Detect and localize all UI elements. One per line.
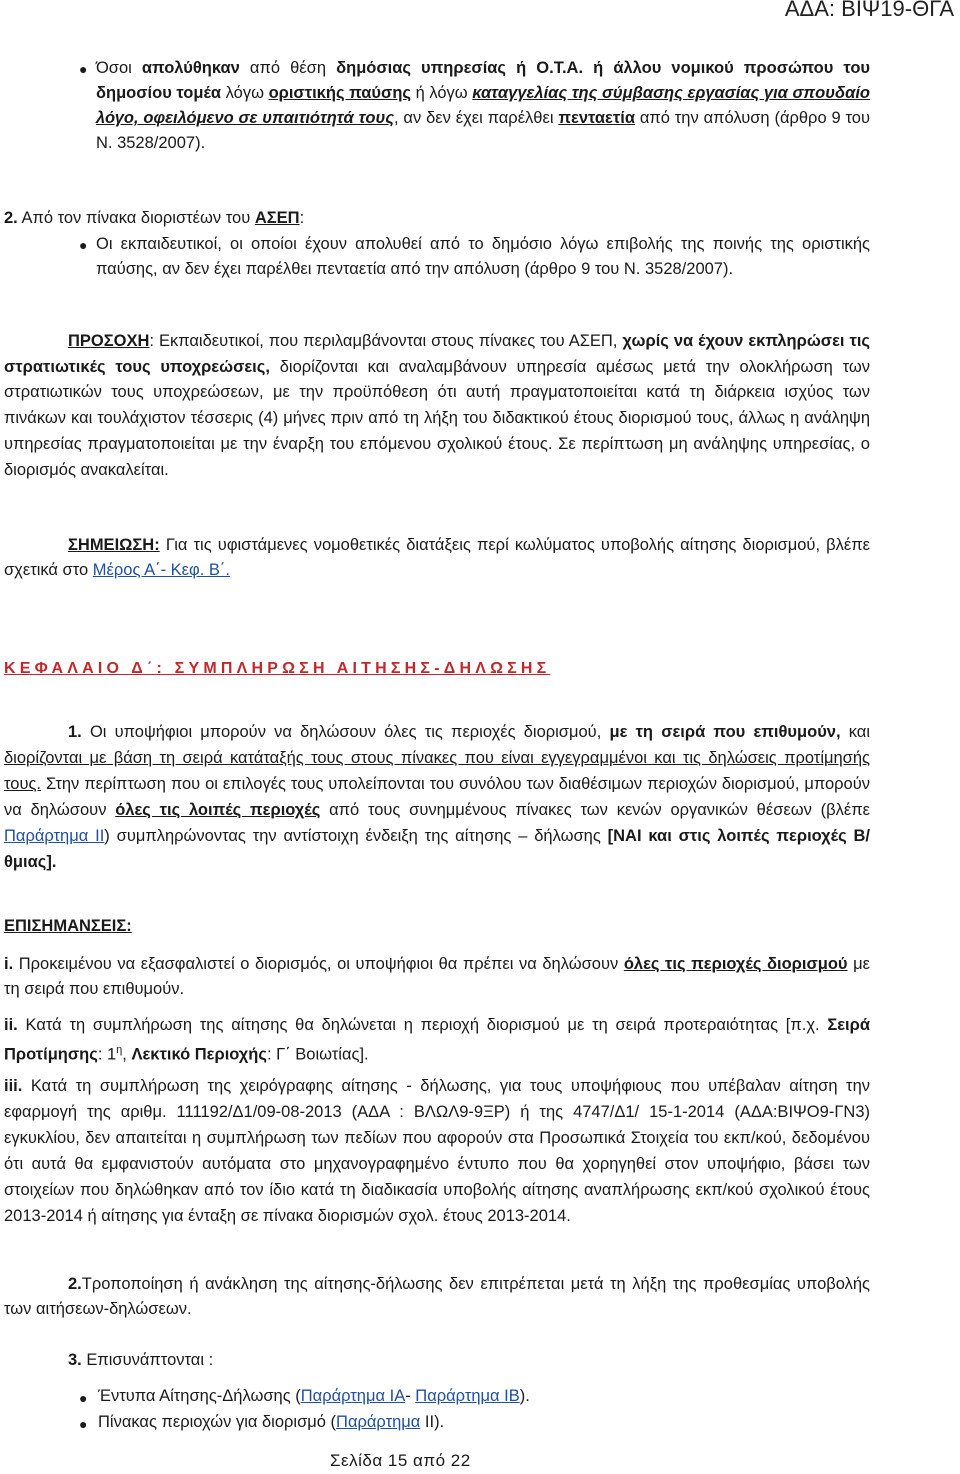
simeiosi-paragraph: ΣΗΜΕΙΩΣΗ: Για τις υφιστάμενες νομοθετικές διατάξεις περί κωλύματος υποβολής αίτησης διορισμού, βλέπε σχετικά στο Μέρος Α΄- Κεφ. Β΄.	[4, 536, 870, 579]
link-parartima-ib[interactable]: Παράρτημα ΙΒ	[415, 1387, 520, 1405]
link-meros-a[interactable]: Μέρος Α΄- Κεφ. Β΄.	[92, 561, 230, 579]
bullet-dot: ●	[79, 237, 88, 253]
paragraph-3: 3. Επισυνάπτονται :	[68, 1351, 214, 1369]
link-parartima-ia[interactable]: Παράρτημα ΙΑ	[300, 1387, 406, 1405]
bullet-dismissed-paragraph: Όσοι απολύθηκαν από θέση δημόσιας υπηρεσίας ή Ο.Τ.Α. ή άλλου νομικού προσώπου του δημοσίου τομέα λόγω οριστικής παύσης ή λόγω καταγγελίας της σύμβασης εργασίας για σπουδαίο λόγο, οφειλόμενο σε υπαιτιότητά τους, αν δεν έχει παρέλθει πενταετία από την απόλυση (άρθρο 9 του Ν. 3528/2007).	[96, 59, 871, 152]
note-iii: iii. Κατά τη συμπλήρωση της χειρόγραφης αίτησης - δήλωσης, για τους υποψήφιους που υπέβαλαν αίτηση την εφαρμογή της αριθμ. 111192/Δ1/09-08-2013 (ΑΔΑ : ΒΛΩΛ9-9ΞΡ) ή της 4747/Δ1/ 15-1-2014 (ΑΔΑ:ΒΙΨΟ9-ΓΝ3) εγκυκλίου, δεν απαιτείται η συμπλήρωση των πεδίων που αφορούν στα Προσωπικά Στοιχεία του εκπ/κού, δεδομένου ότι αυτά θα εμφανιστούν αυτόματα στο μηχανογραφημένο έντυπο που θα χορηγηθεί στον υποψήφιο, βάσει των στοιχείων που δηλώθηκαν από τον ίδιο κατά τη διαδικασία υποβολής αίτησης αναπλήρωσης εκπ/κού σχολικού έτους 2013-2014 ή αίτησης για ένταξη σε πίνακα διορισμών σχολ. έτους 2013-2014.	[4, 1077, 870, 1225]
link-parartima-ii[interactable]: Παράρτημα ΙΙ	[4, 827, 105, 845]
episimanseis-label: ΕΠΙΣΗΜΑΝΣΕΙΣ:	[4, 917, 132, 935]
bullet-dot: ●	[79, 1416, 88, 1432]
note-ii: ii. Κατά τη συμπλήρωση της αίτησης θα δηλώνεται η περιοχή διορισμού με τη σειρά προτεραιότητας [π.χ. Σειρά Προτίμησης: $1^\eta$, Λεκτικό Περιοχής: Γ΄ Βοιωτίας].	[4, 1016, 870, 1064]
bullet-dot: ●	[79, 61, 88, 77]
prosoxi-paragraph: ΠΡΟΣΟΧΗ: Εκπαιδευτικοί, που περιλαμβάνονται στους πίνακες του ΑΣΕΠ, χωρίς να έχουν εκπληρώσει τις στρατιωτικές τους υποχρεώσεις, διορίζονται και αναλαμβάνουν υπηρεσία αμέσως μετά την ολοκλήρωση των στρατιωτικών τους υποχρεώσεων, με την προϋπόθεση ότι αυτή πραγματοποιείται κατά τη διάρκεια ισχύος των πινάκων και τουλάχιστον τέσσερις (4) μήνες πριν από τη λήξη του διδακτικού έτους διορισμού τους, άλλως η ανάληψη υπηρεσίας πραγματοποιείται με την έναρξη του επόμενου σχολικού έτους. Σε περίπτωση μη ανάληψης υπηρεσίας, ο διορισμός ανακαλείται.	[4, 332, 870, 479]
note-i: i. Προκειμένου να εξασφαλιστεί ο διορισμός, οι υποψήφιοι θα πρέπει να δηλώσουν όλες τις περιοχές διορισμού με τη σειρά που επιθυμούν.	[4, 955, 870, 998]
bullet-dot: ●	[79, 1390, 88, 1406]
ada-header: ΑΔΑ: ΒΙΨ19-ΘΓΑ	[784, 0, 954, 21]
paragraph-2: 2.Τροποποίηση ή ανάκληση της αίτησης-δήλωσης δεν επιτρέπεται μετά τη λήξη της προθεσμίας υποβολής των αιτήσεων-δηλώσεων.	[4, 1275, 870, 1318]
chapter-heading: ΚΕΦΑΛΑΙΟ Δ΄: ΣΥΜΠΛΗΡΩΣΗ ΑΙΤΗΣΗΣ-ΔΗΛΩΣΗΣ	[4, 660, 551, 677]
attachment-item-forms: Έντυπα Αίτησης-Δήλωσης (Παράρτημα ΙΑ- Παράρτημα ΙΒ).	[98, 1387, 530, 1405]
section-2-bullet: Οι εκπαιδευτικοί, οι οποίοι έχουν απολυθεί από το δημόσιο λόγω επιβολής της ποινής της οριστικής παύσης, αν δεν έχει παρέλθει πενταετία από την απόλυση (άρθρο 9 του Ν. 3528/2007).	[96, 235, 870, 278]
link-parartima-ii-b[interactable]: Παράρτημα	[336, 1413, 421, 1431]
section-2-heading: 2. Από τον πίνακα διοριστέων του ΑΣΕΠ:	[4, 209, 305, 227]
attachment-item-areas: Πίνακας περιοχών για διορισμό (Παράρτημα ΙΙ).	[98, 1413, 445, 1431]
paragraph-1: 1. Οι υποψήφιοι μπορούν να δηλώσουν όλες τις περιοχές διορισμού, με τη σειρά που επιθυμούν, και διορίζονται με βάση τη σειρά κατάταξής τους στους πίνακες που είναι εγγεγραμμένοι και τις δηλώσεις προτίμησής τους. Στην περίπτωση που οι επιλογές τους υπολείπονται του συνόλου των διαθέσιμων περιοχών διορισμού, μπορούν να δηλώσουν όλες τις λοιπές περιοχές από τους συνημμένους πίνακες των κενών οργανικών θέσεων (βλέπε Παράρτημα ΙΙ) συμπληρώνοντας την αντίστοιχη ένδειξη της αίτησης – δήλωσης [ΝΑΙ και στις λοιπές περιοχές Β/θμιας].	[4, 723, 871, 871]
page-number: Σελίδα 15 από 22	[330, 1451, 471, 1470]
